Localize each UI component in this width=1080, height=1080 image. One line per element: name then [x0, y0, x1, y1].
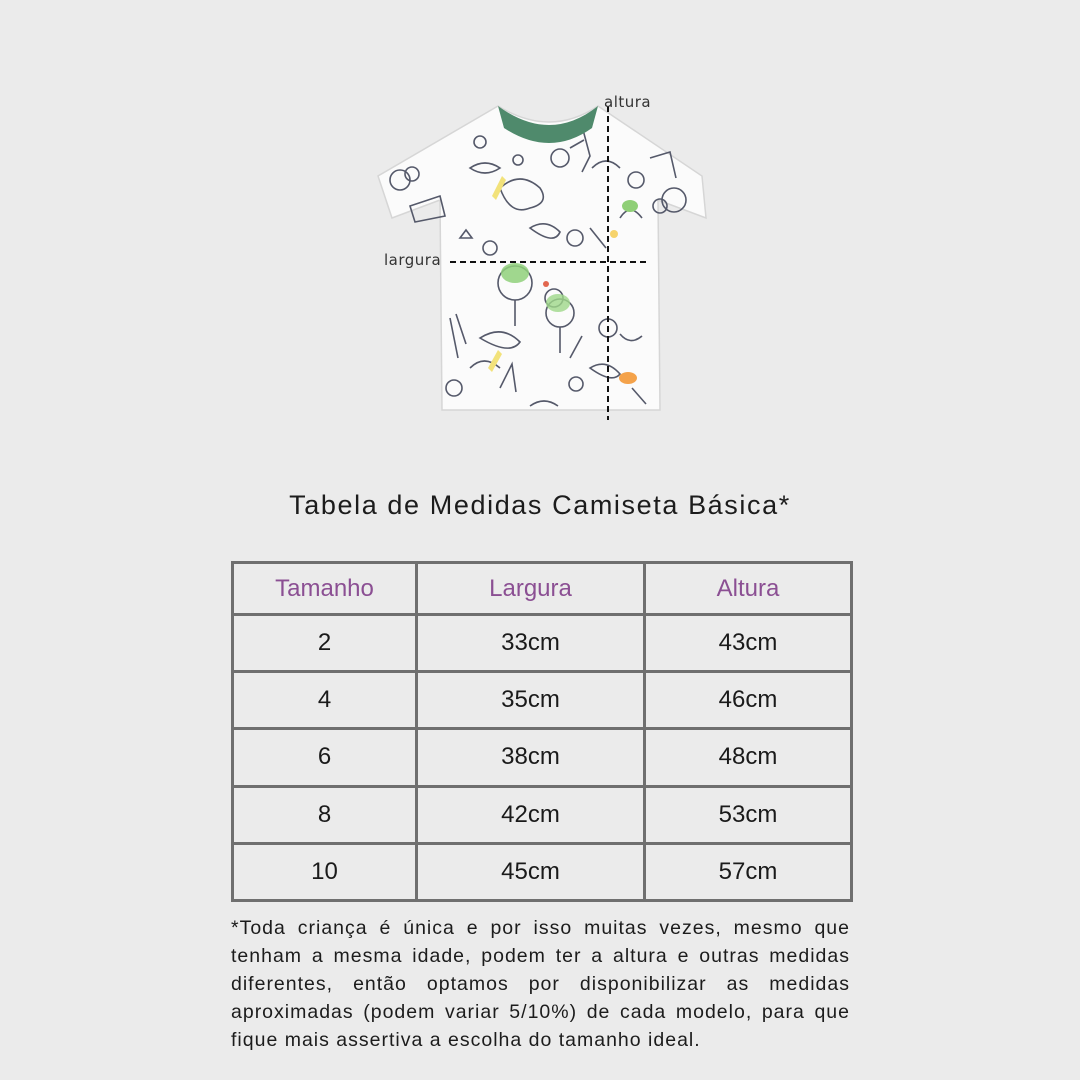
table-row: [233, 843, 852, 900]
cell-size: 4: [233, 672, 417, 729]
cell-width: 35cm: [417, 672, 645, 729]
table-row: [233, 786, 852, 843]
cell-size: 6: [233, 729, 417, 786]
footnote: *Toda criança é única e por isso muitas vezes, mesmo que tenham a mesma idade, podem ter a altura e outras medidas diferentes, então optamos por disponibilizar as medidas aproximadas (podem variar 5/10%) de cada modelo, para que fique mais assertiva a escolha do tamanho ideal.: [231, 917, 850, 1051]
cell-width: 45cm: [417, 843, 645, 900]
cell-size: 2: [233, 615, 417, 672]
cell-width: 33cm: [417, 615, 645, 672]
header-height: Altura: [645, 563, 852, 615]
header-size: Tamanho: [233, 563, 417, 615]
cell-height: 53cm: [645, 786, 852, 843]
cell-width: 42cm: [417, 786, 645, 843]
cell-height: 57cm: [645, 843, 852, 900]
size-table: [231, 561, 853, 902]
cell-height: 46cm: [645, 672, 852, 729]
height-label: altura: [604, 93, 652, 111]
cell-width: 38cm: [417, 729, 645, 786]
cell-size: 8: [233, 786, 417, 843]
table-header-row: [233, 563, 852, 615]
width-label: largura: [384, 251, 442, 269]
table-row: [233, 615, 852, 672]
cell-size: 10: [233, 843, 417, 900]
cell-height: 43cm: [645, 615, 852, 672]
page-title: Tabela de Medidas Camiseta Básica*: [289, 490, 791, 520]
header-width: Largura: [417, 563, 645, 615]
cell-height: 48cm: [645, 729, 852, 786]
table-row: [233, 729, 852, 786]
table-row: [233, 672, 852, 729]
